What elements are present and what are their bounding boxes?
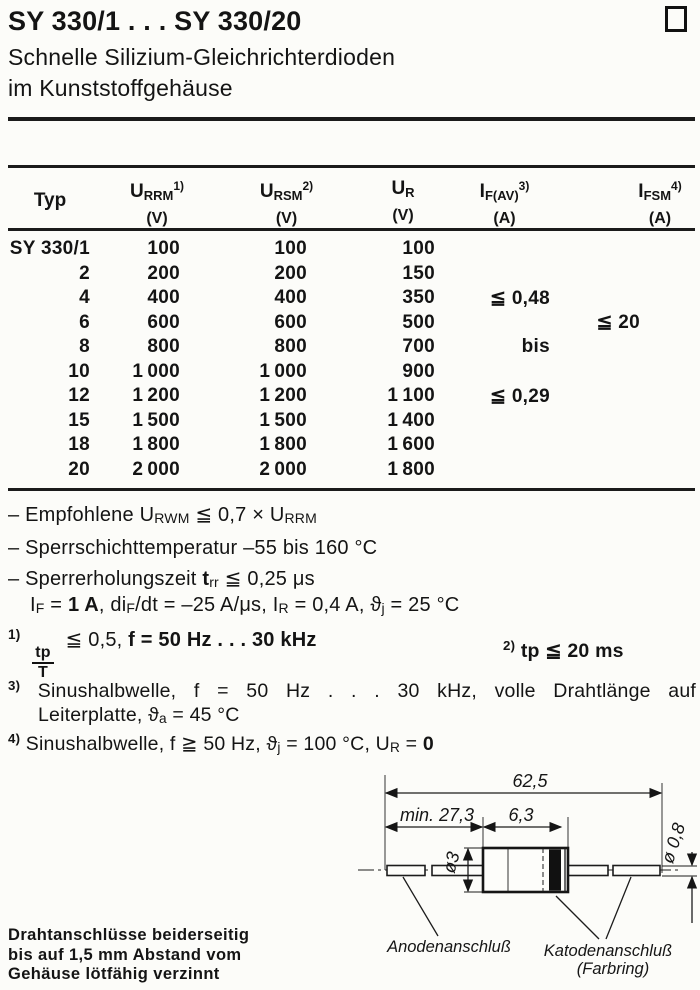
page-title: SY 330/1 . . . SY 330/20	[8, 6, 302, 36]
table-cell: 700	[402, 336, 435, 358]
table-cell: 18	[68, 434, 90, 456]
table-cell: 500	[402, 311, 435, 333]
col-header-ifsm: $I_{FSM}^{4)}$ (A)	[638, 179, 682, 227]
table-cell: 1 500	[132, 409, 180, 431]
footnote-3-line-1: $^{3)}$ Sinushalbwelle, f = 50 Hz . . . 30 kHz, volle Drahtlänge auf	[8, 678, 696, 702]
table-cell: 1 500	[259, 409, 307, 431]
table-cell	[435, 262, 550, 287]
table-cell: 600	[274, 311, 307, 333]
table-cell	[435, 237, 550, 262]
table-row	[0, 311, 640, 336]
lead-left-outer	[387, 866, 425, 876]
col-header-urrm: $U_{RRM}^{1)}$ (V)	[129, 179, 184, 227]
note-junction-temperature: – Sperrschichttemperatur –55 bis 160 °C	[8, 537, 378, 559]
table-cell: 20	[68, 458, 90, 480]
table-row	[0, 335, 640, 360]
table-cell	[550, 433, 640, 458]
cathode-label-farbring: (Farbring)	[576, 960, 650, 978]
table-cell	[550, 409, 640, 434]
footnote-1: $^{1)}$ $\frac{tp}{T}$ ≦ 0,5, f = 50 Hz . . . 30 kHz	[8, 627, 317, 682]
cathode-leader-line-left	[556, 896, 599, 939]
col-header-ifav: $I_{F(AV)}^{3)}$ (A)	[479, 179, 530, 227]
subtitle-line-2: im Kunststoffgehäuse	[8, 75, 233, 101]
table-row	[0, 360, 640, 385]
table-cell	[435, 409, 550, 434]
anode-leader-line	[403, 877, 438, 936]
table-cell: 1 600	[387, 434, 435, 456]
table-cell: 1 400	[387, 409, 435, 431]
lead-right-outer	[613, 866, 660, 876]
table-cell	[550, 458, 640, 483]
table-bottom-rule	[8, 488, 695, 491]
table-cell: 600	[147, 311, 180, 333]
table-cell: 1 000	[132, 360, 180, 382]
solder-note	[8, 926, 249, 985]
table-cell: 2	[79, 262, 90, 284]
table-row	[0, 262, 640, 287]
package-outline-drawing	[330, 765, 700, 990]
table-cell: 900	[402, 360, 435, 382]
table-cell: 1 800	[259, 434, 307, 456]
table-cell: 6	[79, 311, 90, 333]
dim-lead-min-label: min. 27,3	[399, 805, 475, 825]
table-cell: 12	[68, 385, 90, 407]
dim-wire-dia-label: ø 0,8	[657, 820, 690, 866]
table-cell	[435, 311, 550, 336]
table-cell	[550, 384, 640, 409]
table-row	[0, 237, 640, 262]
table-cell: ≦ 0,29	[490, 385, 550, 407]
lead-right-inner	[568, 866, 608, 876]
table-cell: ≦ 20	[596, 312, 640, 334]
table-cell: SY 330/1	[9, 238, 90, 260]
dim-body-dia-label: ø3	[438, 849, 464, 876]
table-cell: 350	[402, 287, 435, 309]
dim-overall-label: 62,5	[512, 771, 548, 791]
table-cell: 10	[68, 360, 90, 382]
dim-body-length-label: 6,3	[508, 805, 534, 825]
table-cell: 400	[274, 287, 307, 309]
table-cell: 4	[79, 287, 90, 309]
table-row	[0, 458, 640, 483]
solder-note-line-2: bis auf 1,5 mm Abstand vom	[8, 945, 242, 964]
corner-checkbox-icon	[665, 6, 687, 32]
table-cell: 100	[274, 238, 307, 260]
table-cell: 8	[79, 336, 90, 358]
table-cell: 800	[147, 336, 180, 358]
table-cell: 200	[147, 262, 180, 284]
table-row	[0, 433, 640, 458]
table-cell: 2 000	[259, 458, 307, 480]
solder-note-line-3: Gehäuse lötfähig verzinnt	[8, 965, 220, 983]
table-cell	[435, 458, 550, 483]
solder-note-line-1: Drahtanschlüsse beiderseitig	[8, 926, 250, 944]
note-test-conditions: $I_F = 1$ A, $di_F/dt = -25$ A/μs, $I_R = 0,4$ A, $ϑ_j = 25$ °C	[30, 594, 460, 616]
col-header-ursm: $U_{RSM}^{2)}$ (V)	[259, 179, 314, 227]
table-cell: bis	[521, 336, 550, 358]
table-cell: 800	[274, 336, 307, 358]
subtitle-line-1: Schnelle Silizium-Gleichrichterdioden	[8, 44, 396, 70]
table-cell: 1 800	[132, 434, 180, 456]
cathode-leader-line-right	[606, 877, 631, 939]
table-cell	[550, 237, 640, 262]
table-cell: 400	[147, 287, 180, 309]
note-reverse-recovery: – Sperrerholungszeit $t_{rr}$ ≦ 0,25 μs	[8, 568, 315, 590]
table-cell: 1 100	[387, 385, 435, 407]
col-header-ur: $U_R$ (V)	[391, 178, 415, 224]
table-cell	[435, 433, 550, 458]
table-row	[0, 409, 640, 434]
table-cell	[550, 286, 640, 311]
divider-rule	[8, 117, 695, 121]
ratings-table	[0, 168, 682, 482]
table-cell	[550, 262, 640, 287]
col-header-typ: Typ	[33, 190, 67, 211]
table-row	[0, 384, 640, 409]
footnote-4: $^{4)}$ Sinushalbwelle, f ≧ 50 Hz, $ϑ_j = 100$ °C, $U_R = 0$	[8, 731, 434, 755]
table-cell: 2 000	[132, 458, 180, 480]
page-subtitle	[8, 42, 395, 104]
footnote-2: $^{2)}$ tp ≦ 20 ms	[503, 638, 624, 662]
anode-label: Anodenanschluß	[387, 938, 511, 956]
table-cell: 15	[68, 409, 90, 431]
table-cell	[550, 360, 640, 385]
table-row	[0, 286, 640, 311]
footnote-3-line-2: Leiterplatte, $ϑ_a = 45$ °C	[38, 704, 240, 726]
table-body	[0, 237, 640, 482]
table-cell: 1 200	[132, 385, 180, 407]
cathode-color-ring	[549, 850, 561, 891]
table-cell: 100	[402, 238, 435, 260]
table-header-row	[0, 168, 640, 237]
table-cell: 1 000	[259, 360, 307, 382]
table-cell: 100	[147, 238, 180, 260]
table-cell: 200	[274, 262, 307, 284]
table-cell: 1 200	[259, 385, 307, 407]
cathode-label: Katodenanschluß	[543, 942, 673, 960]
table-cell	[550, 335, 640, 360]
table-cell: ≦ 0,48	[490, 287, 550, 309]
table-cell: 150	[402, 262, 435, 284]
table-cell: 1 800	[387, 458, 435, 480]
table-cell	[435, 360, 550, 385]
note-recommended-urwm: – Empfohlene $U_{RWM}$ ≦ $0,7 \times U_{RRM}$	[8, 504, 317, 526]
